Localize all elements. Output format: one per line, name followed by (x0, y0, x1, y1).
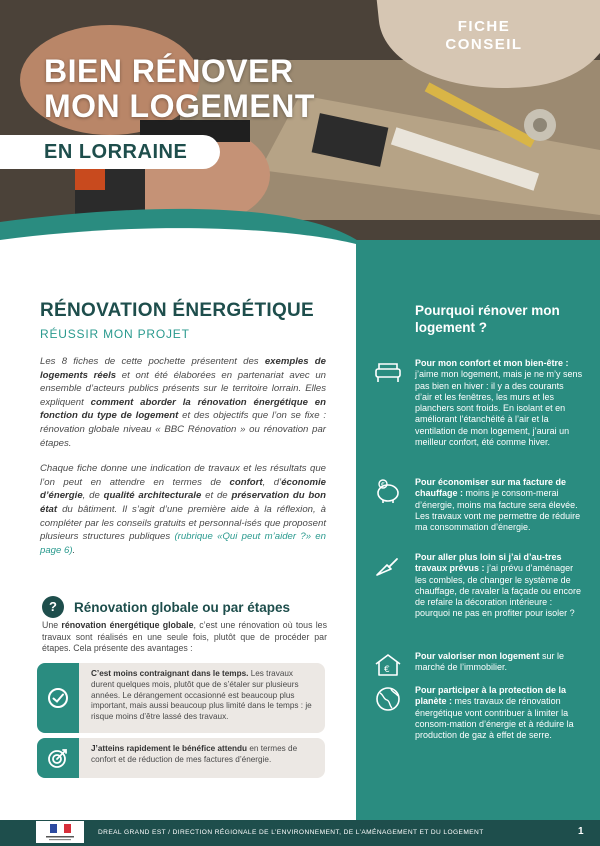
text-span: Les travaux durent quelques mois, plutôt que de s’étaler sur plusieurs années. Le dérangement occasionné est beaucoup plus important, mais aussi beaucoup plus limité dans le temps : je risque moins d’être lassé des travaux. (91, 669, 312, 722)
text-span: . (72, 544, 76, 556)
republique-francaise-logo (36, 821, 84, 843)
fiche-conseil-label (424, 18, 544, 54)
text-span: moins je consom-merai d’énergie, moins ma facture sera élevée. Les travaux vont me permettre de réduire ma consommation d’énergie. (415, 488, 581, 533)
trowel-icon (373, 552, 405, 620)
reason-text (415, 685, 583, 741)
hero-banner (0, 0, 600, 255)
svg-text:€: € (384, 665, 390, 675)
text-span: du bâtiment. Il s’agit d’une première aide à la réflexion, à compléter par les conseils gratuits et personnal-isés que proposent plusieurs structures publiques (40, 503, 326, 543)
text-span: en termes de confort et de réduction de mes factures d’énergie. (91, 744, 298, 764)
advantage-box (37, 663, 325, 733)
intro-paragraph-1 (40, 355, 326, 450)
text-span: mes travaux de rénovation énergétique vont contribuer à limiter la consom-mation d’énergie et à réduire la production de gaz à effet de serre. (415, 696, 574, 741)
text-span: Chaque fiche donne une indication de travaux et les résultats que l’on peut en attendre en termes de (40, 463, 326, 488)
text-bold: C’est moins contraignant dans le temps. (91, 669, 249, 678)
text-bold: Pour participer à la protection de la planète : (415, 685, 567, 707)
text-span: , c’est une rénovation où tous les travaux sont réalisés en une seule fois, plutôt que de procéder par étapes. Cela présente des avantages : (42, 620, 327, 653)
text-bold: confort (229, 476, 263, 488)
text-span: Les 8 fiches de cette pochette présentent des (40, 356, 265, 367)
reason-text (415, 552, 583, 620)
text-span: , de (82, 490, 104, 502)
text-bold: exemples de logements réels (40, 356, 326, 381)
text-bold: Pour mon confort et mon bien-être : (415, 358, 569, 368)
text-bold: qualité architecturale (103, 490, 202, 502)
title-line2: MON LOGEMENT (44, 88, 315, 124)
question-heading (42, 596, 342, 618)
section-subtitle: RÉUSSIR MON PROJET (40, 327, 190, 341)
reason-item (373, 685, 583, 741)
fiche-label-line1: FICHE (457, 18, 511, 35)
advantage-box (37, 738, 325, 778)
advantage-text (79, 663, 325, 733)
panel-title: Pourquoi rénover mon logement ? (415, 303, 560, 335)
text-bold: économie d’énergie (40, 476, 326, 502)
svg-text:€: € (381, 481, 385, 489)
house-euro-icon (373, 651, 405, 683)
text-span: , d’ (262, 476, 282, 488)
target-icon (37, 738, 79, 778)
question-title: Rénovation globale ou par étapes (74, 599, 291, 615)
advantage-text (79, 738, 325, 778)
page-reference-link[interactable]: (rubrique «Qui peut m’aider ?» en page 6) (40, 531, 326, 556)
page-number: 1 (578, 826, 584, 837)
reason-text (415, 358, 583, 448)
text-bold: J’atteins rapidement le bénéfice attendu (91, 744, 248, 753)
comfort-icon (373, 358, 405, 448)
reason-item (373, 477, 583, 533)
reason-text (415, 477, 583, 533)
text-span: j’aime mon logement, mais je ne m’y sens pas bien en hiver : il y a des courants d’air et les fenêtres, les murs et les planchers sont froids. En isolant et en améliorant l’étanchéité à l’air et la ventilation de mon logement, j’aurai un meilleur confort, été comme hiver. (415, 369, 583, 448)
region-pill: EN LORRAINE (0, 135, 220, 169)
text-span: et de (201, 490, 232, 502)
text-bold: préservation du bon état (40, 490, 327, 515)
clock-check-icon (37, 663, 79, 733)
text-span: sur le marché de l’immobilier. (415, 651, 565, 673)
planet-icon (373, 685, 405, 741)
text-bold: comment aborder la rénovation énergétique en fonction du type de logement (40, 396, 327, 422)
title-line1: BIEN RÉNOVER (44, 53, 294, 89)
fiche-label-line2: CONSEIL (445, 36, 523, 53)
reason-text (415, 651, 583, 683)
piggy-bank-icon (373, 477, 405, 533)
intro-section (40, 300, 326, 569)
intro-paragraph-2 (40, 462, 326, 557)
reason-item (373, 651, 583, 683)
reason-item (373, 552, 583, 620)
reason-item (373, 358, 583, 448)
text-span: et ont été élaborées en partenariat avec un ensemble d’acteurs publics présents sur le territoire lorrain. Elles expliquent (40, 369, 326, 408)
question-intro (42, 620, 327, 655)
footer-text: DREAL GRAND EST / DIRECTION RÉGIONALE DE L’ENVIRONNEMENT, DE L’AMÉNAGEMENT ET DU LOGEMENT (98, 829, 484, 836)
text-bold: rénovation énergétique globale (61, 620, 194, 630)
section-title: RÉNOVATION ÉNERGÉTIQUE (40, 300, 315, 321)
text-span: j’ai prévu d’aménager les combles, de changer le système de chauffage, de ravaler la façade ou encore de refaire la décoration intérieure : pourquoi ne pas en profiter pour isoler ? (415, 563, 581, 619)
text-bold: Pour économiser sur ma facture de chauffage : (415, 477, 567, 499)
text-span: et des objectifs que l’on se fixe : rénovation globale niveau « BBC Rénovation » ou rénovation par étapes. (40, 410, 327, 449)
text-span: Une (42, 620, 62, 630)
text-bold: Pour aller plus loin si j’ai d’au-tres travaux prévus : (415, 552, 562, 574)
page-title (44, 54, 315, 124)
text-bold: Pour valoriser mon logement (415, 651, 540, 661)
question-mark-icon: ? (42, 596, 64, 618)
